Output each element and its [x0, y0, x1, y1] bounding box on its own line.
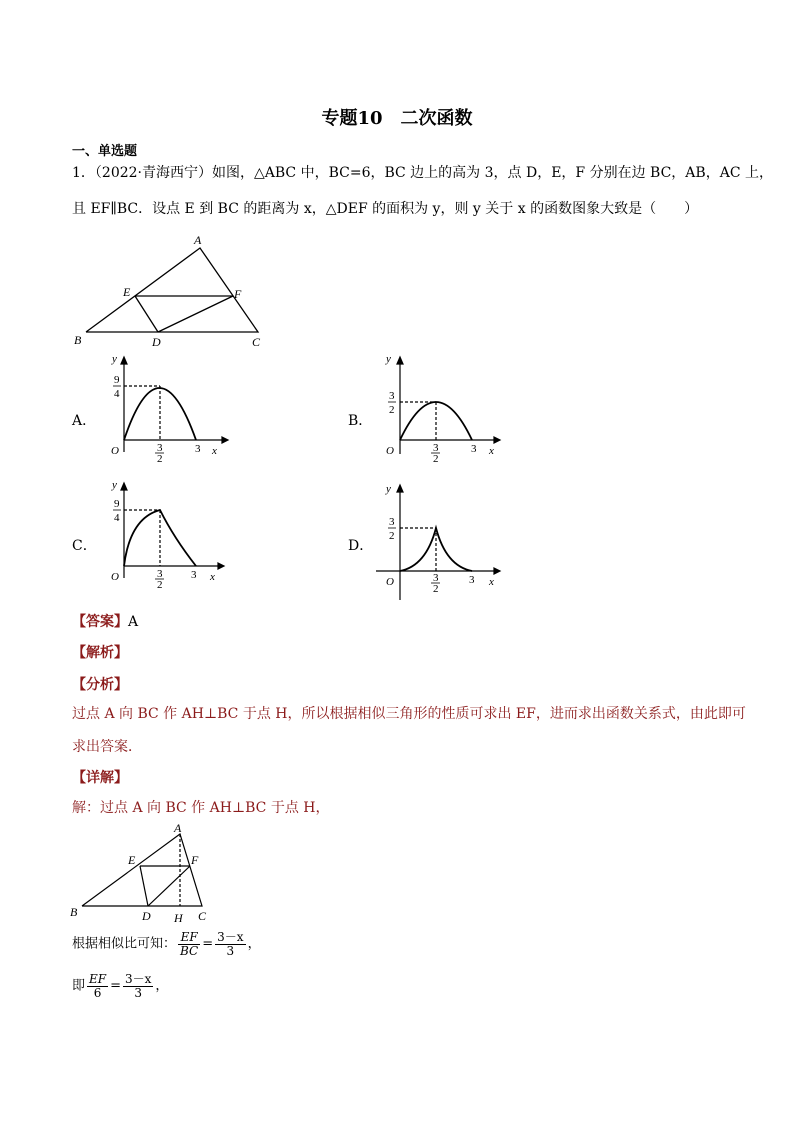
y-axis-arrow [397, 485, 403, 492]
x-axis-arrow [494, 437, 500, 443]
xmid-den: 2 [433, 453, 439, 462]
detail-tag: 【详解】 [72, 770, 128, 786]
x-label: x [210, 571, 215, 583]
y-label: y [386, 353, 391, 365]
option-c-graph[interactable] [100, 478, 230, 588]
origin-label: O [111, 445, 119, 457]
ytop-num: 3 [389, 390, 395, 402]
eq1-rden: 3 [226, 944, 235, 958]
fenxi-tag: 【分析】 [72, 677, 128, 693]
page-title: 专题10 二次函数 [321, 108, 473, 129]
xmid-num: 3 [157, 568, 163, 580]
label-c: C [198, 909, 207, 923]
label-a: A [174, 822, 182, 835]
option-d-graph[interactable] [376, 478, 506, 603]
xmid-num: 3 [433, 442, 439, 454]
ytop-den: 4 [114, 388, 120, 400]
ytop-num: 3 [389, 516, 395, 528]
triangle-abc [82, 834, 202, 906]
label-c: C [252, 335, 261, 349]
eq2-rden: 3 [134, 986, 143, 1000]
question-line-1: 1．（2022·青海西宁）如图，△ABC 中，BC=6，BC 边上的高为 3，点 D，E，F 分别在边 BC，AB，AC 上， [72, 165, 773, 181]
label-d: D [152, 335, 161, 349]
answer-row [72, 611, 138, 631]
ytop-den: 2 [389, 404, 395, 416]
eq2-lnum: EF [89, 972, 107, 986]
x-axis-arrow [218, 563, 224, 569]
ytop-num: 9 [114, 374, 120, 386]
eq2-rnum: 3－x [125, 972, 152, 986]
x3-label: 3 [195, 443, 201, 455]
option-a-graph[interactable] [100, 352, 230, 462]
label-b: B [70, 905, 78, 919]
equation-2: 即 $\frac{EF}{6}$ = $\frac{3-x}{3}$ ， [72, 972, 169, 1000]
xmid-num: 3 [433, 572, 439, 584]
label-e: E [123, 285, 131, 299]
option-c-label[interactable]: C． [72, 538, 97, 554]
answer-tag: 【答案】 [72, 614, 128, 630]
eq1-prefix: 根据相似比可知： [72, 936, 177, 952]
label-b: B [74, 333, 82, 347]
label-h: H [174, 911, 183, 925]
y-axis-arrow [121, 483, 127, 490]
x-label: x [489, 445, 494, 457]
x-axis-arrow [222, 437, 228, 443]
fenxi-line-1: 过点 A 向 BC 作 AH⊥BC 于点 H，所以根据相似三角形的性质可求出 EF，进而求出函数关系式，由此即可 [72, 706, 746, 722]
eq1-suffix: ， [247, 936, 261, 952]
y-axis-arrow [121, 357, 127, 364]
label-a: A [194, 233, 202, 247]
segment-df [148, 866, 190, 906]
x3-label: 3 [469, 574, 475, 586]
eq2-suffix: ， [155, 978, 169, 994]
x3-label: 3 [471, 443, 477, 455]
ytop-den: 2 [389, 530, 395, 542]
eq2-lden: 6 [93, 986, 102, 1000]
xmid-num: 3 [157, 442, 163, 454]
option-a-label[interactable]: A． [72, 413, 97, 429]
origin-label: O [386, 445, 394, 457]
x3-label: 3 [191, 569, 197, 581]
y-label: y [386, 483, 391, 495]
ytop-den: 4 [114, 512, 120, 524]
eq1-lden: BC [180, 944, 199, 958]
origin-label: O [111, 571, 119, 583]
analysis-tag: 【解析】 [72, 645, 128, 661]
triangle-figure [70, 232, 270, 350]
eq2-prefix: 即 [72, 978, 86, 994]
xmid-den: 2 [433, 583, 439, 595]
ytop-num: 9 [114, 498, 120, 510]
segment-ed [140, 866, 148, 906]
equation-1: 根据相似比可知： $\frac{EF}{BC}$ = $\frac{3-x}{3}$ ， [72, 930, 261, 958]
eq1-rnum: 3－x [217, 930, 244, 944]
triangle-abc [86, 248, 258, 332]
y-label: y [112, 353, 117, 365]
y-label: y [112, 479, 117, 491]
eq1-lnum: EF [178, 931, 200, 945]
label-f: F [234, 287, 242, 301]
label-e: E [128, 853, 136, 867]
x-axis-arrow [494, 568, 500, 574]
question-line-2: 且 EF∥BC．设点 E 到 BC 的距离为 x，△DEF 的面积为 y，则 y 关于 x 的函数图象大致是（ ） [72, 201, 699, 217]
answer-value: A [128, 614, 139, 630]
y-axis-arrow [397, 357, 403, 364]
xmid-den: 2 [157, 579, 163, 588]
section-heading: 一、单选题 [72, 144, 138, 159]
label-d: D [142, 909, 151, 923]
altitude-figure [66, 822, 216, 926]
x-label: x [489, 576, 494, 588]
xmid-den: 2 [157, 453, 163, 462]
segment-ed [135, 296, 158, 332]
fenxi-line-2: 求出答案． [72, 739, 142, 755]
origin-label: O [386, 576, 394, 588]
label-f: F [191, 853, 199, 867]
option-d-label[interactable]: D． [348, 538, 374, 554]
x-label: x [212, 445, 217, 457]
segment-df [158, 296, 233, 332]
option-b-label[interactable]: B． [348, 413, 373, 429]
detail-line-1: 解：过点 A 向 BC 作 AH⊥BC 于点 H， [72, 800, 330, 816]
option-b-graph[interactable] [376, 352, 506, 462]
